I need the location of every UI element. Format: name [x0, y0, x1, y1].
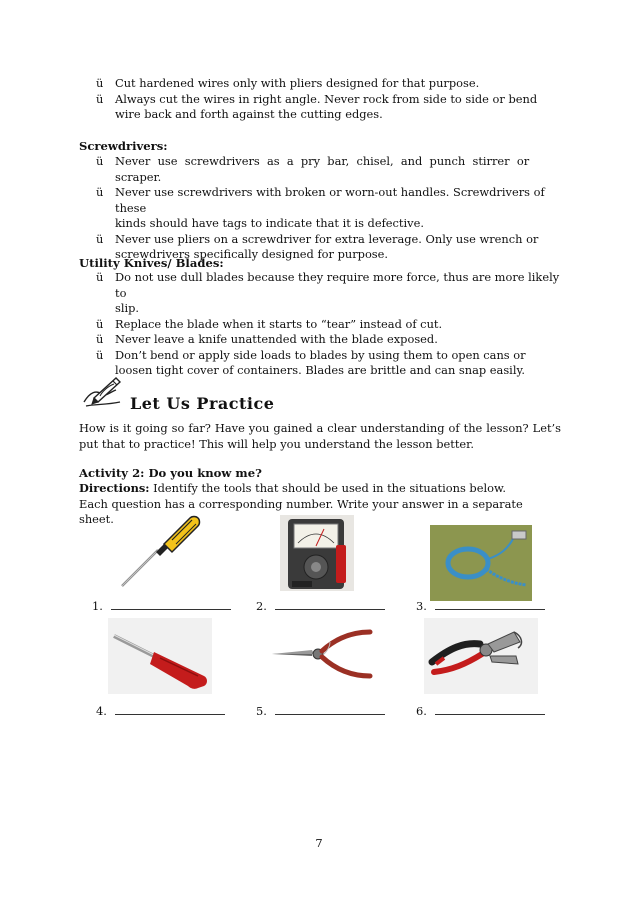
- answer-slot-6: [416, 703, 545, 718]
- answer-number-6: 6.: [416, 704, 427, 718]
- wrist-strap-image: [430, 525, 532, 601]
- answer-line-3[interactable]: [435, 598, 545, 610]
- answer-slot-5: [256, 703, 385, 718]
- screwdrivers-heading: Screwdrivers:: [79, 139, 168, 153]
- directions-label: Directions:: [79, 481, 150, 495]
- check-bullet-icon: ü: [96, 332, 104, 346]
- bullet-line: Don’t bend or apply side loads to blades by using them to open cans or: [115, 347, 526, 362]
- directions-line2: Each question has a corresponding number. Write your answer in a separate sheet.: [79, 496, 523, 526]
- bullet-line: Never use screwdrivers with broken or worn-out handles. Screwdrivers of these: [115, 185, 545, 215]
- bullet-text: [115, 270, 566, 317]
- answer-number-1: 1.: [92, 599, 103, 613]
- page-number: 7: [315, 836, 323, 850]
- activity-title: Activity 2: Do you know me?: [79, 466, 262, 480]
- bullet-line: kinds should have tags to indicate that it is defective.: [115, 216, 424, 230]
- directions-text: Identify the tools that should be used in the situations below.: [149, 481, 506, 495]
- bullet-item: [96, 348, 566, 379]
- practice-title: Let Us Practice: [130, 394, 275, 413]
- bullet-item: [96, 92, 566, 123]
- check-bullet-icon: ü: [96, 91, 104, 106]
- bullet-line: scraper.: [115, 169, 162, 184]
- bullet-text: [115, 332, 566, 348]
- answer-number-3: 3.: [416, 599, 427, 613]
- utility-bullet-list: [96, 270, 566, 379]
- bullet-item: [96, 317, 566, 333]
- bullet-text: [115, 154, 566, 185]
- bullet-line: wire back and forth against the cutting edges.: [115, 107, 383, 121]
- bullet-item: [96, 332, 566, 348]
- bullet-text: [115, 92, 566, 123]
- bullet-item: [96, 185, 566, 232]
- answer-line-5[interactable]: [275, 703, 385, 715]
- answer-line-4[interactable]: [115, 703, 225, 715]
- check-bullet-icon: ü: [96, 347, 104, 362]
- bullet-line: Cut hardened wires only with pliers designed for that purpose.: [115, 76, 480, 90]
- screwdriver-yellow-image: [112, 512, 202, 592]
- pliers-bullet-list: [96, 76, 566, 123]
- multimeter-image: [280, 515, 354, 591]
- answer-number-5: 5.: [256, 704, 267, 718]
- screwdriver-red-image: [108, 618, 212, 694]
- answer-line-1[interactable]: [111, 598, 231, 610]
- bullet-item: [96, 154, 566, 185]
- answer-number-2: 2.: [256, 599, 267, 613]
- answer-slot-4: [96, 703, 225, 718]
- practice-intro: How is it going so far? Have you gained a clear understanding of the lesson? Let’s put that to practice! This will help you understand the lesson better.: [79, 421, 561, 451]
- check-bullet-icon: ü: [96, 231, 104, 246]
- bullet-line: loosen tight cover of containers. Blades are brittle and can snap easily.: [115, 363, 526, 377]
- answer-slot-1: [92, 598, 231, 613]
- diagonal-cutter-image: [424, 618, 538, 694]
- answer-slot-2: [256, 598, 385, 613]
- answer-slot-3: [416, 598, 545, 613]
- bullet-line: Never leave a knife unattended with the blade exposed.: [115, 332, 438, 346]
- check-bullet-icon: ü: [96, 76, 104, 90]
- answer-line-6[interactable]: [435, 703, 545, 715]
- pencil-writing-icon: [80, 372, 126, 408]
- bullet-line: Never use pliers on a screwdriver for extra leverage. Only use wrench or: [115, 231, 539, 246]
- answer-line-2[interactable]: [275, 598, 385, 610]
- bullet-text: [115, 317, 566, 333]
- long-nose-pliers-image: [268, 624, 374, 684]
- bullet-text: [115, 76, 566, 92]
- screwdrivers-bullet-list: [96, 154, 566, 263]
- bullet-line: slip.: [115, 301, 140, 315]
- bullet-text: [115, 348, 566, 379]
- utility-heading: Utility Knives/ Blades:: [79, 256, 224, 270]
- check-bullet-icon: ü: [96, 185, 104, 199]
- bullet-line: Always cut the wires in right angle. Never rock from side to side or bend: [115, 91, 538, 106]
- bullet-item: [96, 270, 566, 317]
- check-bullet-icon: ü: [96, 316, 104, 331]
- bullet-line: screwdrivers specifically designed for purpose.: [115, 247, 389, 261]
- bullet-text: [115, 185, 566, 232]
- answer-number-4: 4.: [96, 704, 107, 718]
- bullet-line: Never use screwdrivers as a pry bar, chisel, and punch stirrer or: [115, 154, 530, 168]
- bullet-line: Do not use dull blades because they require more force, thus are more likely to: [115, 270, 560, 300]
- check-bullet-icon: ü: [96, 154, 104, 168]
- bullet-item: [96, 76, 566, 92]
- check-bullet-icon: ü: [96, 270, 104, 284]
- bullet-line: Replace the blade when it starts to “tear” instead of cut.: [115, 316, 443, 331]
